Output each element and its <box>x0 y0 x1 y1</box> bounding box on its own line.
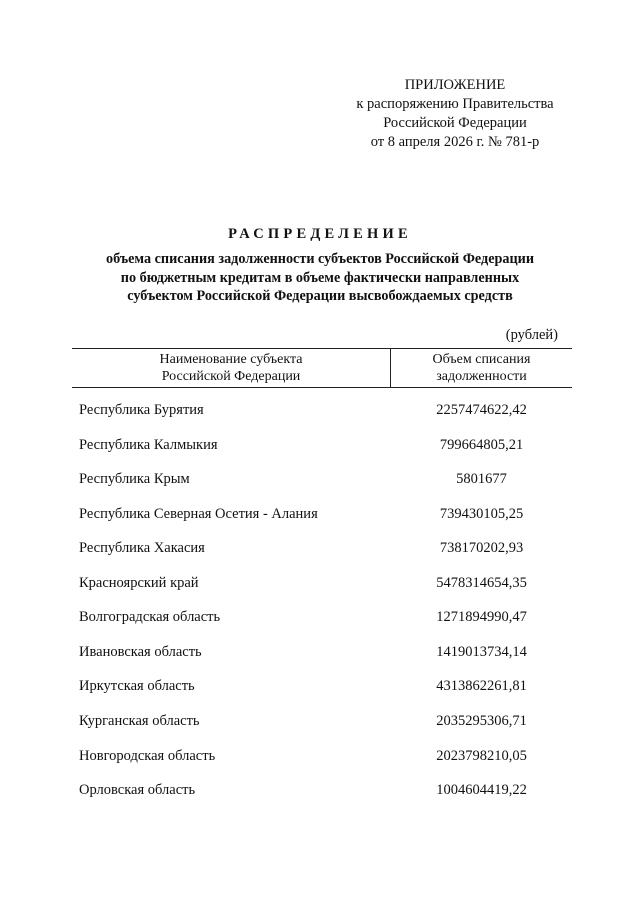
subject-name: Республика Крым <box>79 471 190 488</box>
writeoff-amount: 1004604419,22 <box>436 782 527 799</box>
writeoff-amount: 2257474622,42 <box>436 402 527 418</box>
table-row <box>0 609 640 629</box>
table-row <box>0 644 640 664</box>
header-subject-name-line-2: Российской Федерации <box>161 368 301 384</box>
appendix-order-date: от 8 апреля 2026 г. № 781-р <box>370 134 540 150</box>
writeoff-amount: 5801677 <box>456 471 507 488</box>
writeoff-amount: 1271894990,47 <box>436 609 527 626</box>
subject-name: Волгоградская область <box>79 609 221 626</box>
subject-name: Республика Северная Осетия - Алания <box>79 505 318 522</box>
writeoff-amount: 5478314654,35 <box>436 574 527 591</box>
subject-name: Иркутская область <box>79 678 195 695</box>
table-row <box>0 713 640 733</box>
subject-name: Республика Калмыкия <box>79 436 218 453</box>
appendix-authority: Российской Федерации <box>383 115 527 131</box>
header-writeoff-amount-line-2: задолженности <box>436 368 527 384</box>
subject-name: Красноярский край <box>79 574 199 591</box>
writeoff-amount: 2035295306,71 <box>436 712 527 729</box>
writeoff-amount: 739430105,25 <box>439 505 524 522</box>
table-row <box>0 506 640 526</box>
writeoff-amount: 2023798210,05 <box>436 747 527 764</box>
appendix-reference: к распоряжению Правительства <box>356 96 554 112</box>
table-row <box>0 782 640 802</box>
subject-name: Орловская область <box>79 782 196 799</box>
table-row <box>0 402 640 422</box>
writeoff-amount: 799664805,21 <box>439 436 524 453</box>
writeoff-amount: 1419013734,14 <box>436 643 527 660</box>
header-subject-name-line-1: Наименование субъекта <box>159 352 303 367</box>
subject-name: Республика Хакасия <box>79 540 205 557</box>
table-row <box>0 540 640 560</box>
units-label: (рублей) <box>505 327 558 343</box>
table-row <box>0 575 640 595</box>
table-row <box>0 678 640 698</box>
header-writeoff-amount-line-1: Объем списания <box>432 352 531 367</box>
subtitle-line-1: объема списания задолженности субъектов Российской Федерации <box>105 251 534 267</box>
subject-name: Новгородская область <box>79 747 216 764</box>
appendix-header <box>300 76 610 152</box>
header-writeoff-amount <box>391 352 572 385</box>
writeoff-amount: 738170202,93 <box>439 540 524 557</box>
document-title: РАСПРЕДЕЛЕНИЕ <box>228 226 412 242</box>
subtitle-line-2: по бюджетным кредитам в объеме фактически направленных <box>120 269 520 286</box>
header-subject-name <box>72 352 390 385</box>
subject-name: Республика Бурятия <box>79 402 204 418</box>
table-row <box>0 748 640 768</box>
table-row <box>0 471 640 491</box>
subject-name: Ивановская область <box>79 643 202 660</box>
appendix-label: ПРИЛОЖЕНИЕ <box>404 77 506 93</box>
writeoff-amount: 4313862261,81 <box>436 678 527 695</box>
subtitle-line-3: субъектом Российской Федерации высвобождаемых средств <box>127 288 513 304</box>
document-subtitle <box>60 250 580 306</box>
table-header <box>72 348 572 388</box>
table-row <box>0 437 640 457</box>
subject-name: Курганская область <box>79 712 200 729</box>
